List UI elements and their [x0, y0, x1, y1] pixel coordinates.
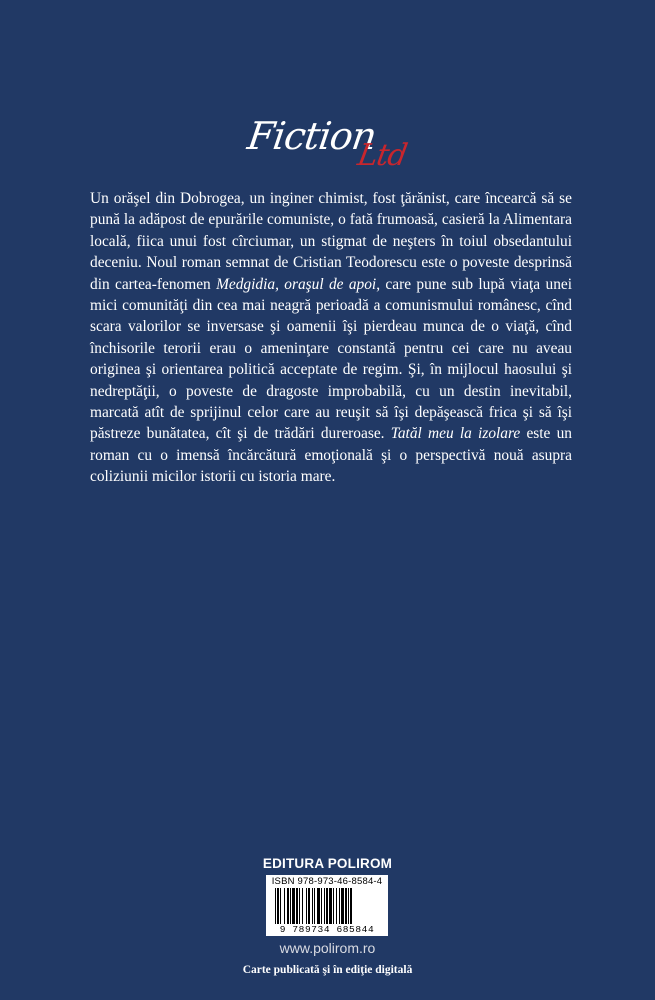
digital-edition-note: Carte publicată şi în ediţie digitală	[242, 964, 413, 976]
barcode-bar	[292, 888, 295, 924]
barcode-bar	[280, 888, 281, 924]
isbn-number: ISBN 978-973-46-8584-4	[271, 876, 383, 887]
barcode-bar	[345, 888, 347, 924]
barcode-bar	[326, 888, 328, 924]
barcode-bar	[329, 888, 332, 924]
blurb-book-title-1: Medgidia, oraşul de apoi	[216, 275, 377, 293]
fiction-ltd-logo	[244, 108, 418, 178]
barcode-bar	[317, 888, 320, 924]
barcode-digits: 9 789734 685844	[279, 924, 375, 935]
barcode-bar	[306, 888, 307, 924]
barcode-bar	[348, 888, 349, 924]
barcode-bar	[299, 888, 300, 924]
barcode-bar	[324, 888, 325, 924]
isbn-barcode	[266, 875, 388, 936]
publisher-website: www.polirom.ro	[279, 940, 376, 956]
barcode-bar	[287, 888, 289, 924]
barcode-bar	[339, 888, 340, 924]
book-blurb	[90, 188, 572, 488]
barcode-bar	[336, 888, 337, 924]
barcode-bar	[277, 888, 279, 924]
barcode-bar	[350, 888, 352, 924]
barcode-bar	[284, 888, 285, 924]
barcode-bar	[275, 888, 276, 924]
blurb-part-2: , care pune sub lupă viaţa unei mici comunităţi din cea mai neagră perioadă a comunismului românesc, cînd scara valorilor se inversase şi oamenii îşi pierdeau munca de o viaţă, cînd închisorile terorii erau o ameninţare constantă pentru cei care nu aveau originea şi orientarea politică acceptate de regim. Şi, în mijlocul haosului şi nedreptăţii, o poveste de dragoste improbabilă, cu un destin inevitabil, marcată atît de sprijinul celor care au reuşit să îşi depăşească frica şi să îşi păstreze bunătatea, cît şi de trădări dureroase.	[90, 275, 572, 443]
barcode-bar	[341, 888, 344, 924]
barcode-bar	[333, 888, 334, 924]
barcode-bar	[308, 888, 310, 924]
barcode-bar	[312, 888, 313, 924]
barcode-bar	[290, 888, 291, 924]
publisher-name: EDITURA POLIROM	[262, 856, 393, 871]
logo-ltd-text: Ltd	[354, 138, 410, 173]
blurb-part-3: este un roman cu o imensă încărcătură emoţională şi o perspectivă nouă asupra coliziunii micilor istorii cu istoria mare.	[90, 425, 572, 486]
blurb-book-title-2: Tatăl meu la izolare	[390, 425, 521, 443]
logo-fiction-text: Fiction	[244, 114, 379, 158]
barcode-bar	[296, 888, 298, 924]
barcode-bar	[302, 888, 303, 924]
barcode-icon	[274, 888, 380, 924]
blurb-part-1: Un orăşel din Dobrogea, un inginer chimist, fost ţărănist, care încearcă să se pună la adăpost de epurările comuniste, o fată frumoasă, casieră la Alimentara locală, fiica unui fost cîrciumar, un stigmat de neşters în toiul obsedantului deceniu. Noul roman semnat de Cristian Teodorescu este o poveste desprinsă din cartea-fenomen	[90, 190, 572, 293]
barcode-bar	[314, 888, 315, 924]
barcode-bar	[321, 888, 322, 924]
